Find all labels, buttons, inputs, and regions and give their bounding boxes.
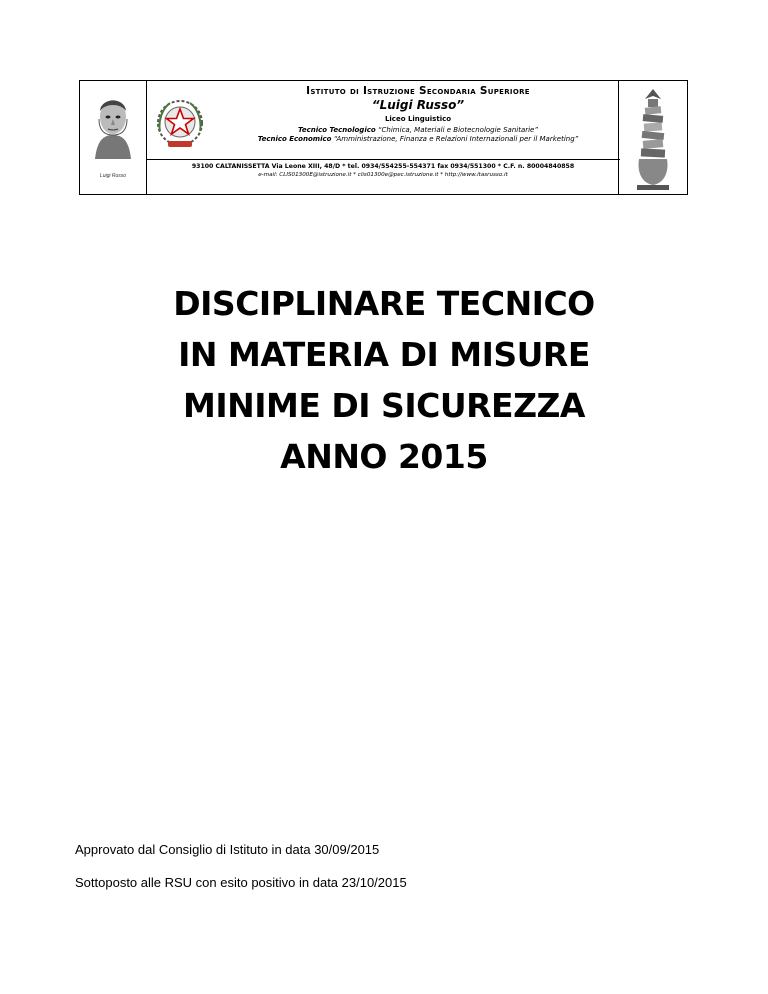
- portrait-image: [85, 89, 141, 159]
- school-heading: [216, 85, 620, 143]
- book-tower-sculpture-icon: [631, 87, 675, 191]
- contacts-line: e-mail: CLIS01300E@istruzione.it * clis01300e@pec.istruzione.it * http://www.itasrusso.it: [258, 172, 508, 178]
- tecnico-economico-desc: “Amministrazione, Finanza e Relazioni Internazionali per il Marketing”: [333, 135, 579, 143]
- letterhead-info: [146, 81, 620, 194]
- liceo-line: [216, 115, 620, 123]
- tecnico-tecnologico-label: Tecnico Tecnologico: [297, 126, 376, 134]
- letterhead-divider: [146, 159, 620, 160]
- title-line-4: ANNO 2015: [280, 437, 488, 476]
- italian-emblem-icon: [152, 95, 208, 153]
- address-block: [146, 163, 620, 178]
- rsu-note: Sottoposto alle RSU con esito positivo in data 23/10/2015: [75, 875, 407, 890]
- school-name: “Luigi Russo”: [371, 98, 465, 112]
- institute-name: Istituto di Istruzione Secondaria Superiore: [306, 85, 530, 97]
- title-line-3: MINIME DI SICUREZZA: [183, 386, 585, 425]
- tecnico-economico-label: Tecnico Economico: [257, 135, 332, 143]
- title-line-2: IN MATERIA DI MISURE: [178, 335, 590, 374]
- tecnico-tecnologico-line: [216, 126, 620, 134]
- letterhead: [79, 80, 688, 195]
- portrait-caption: Luigi Russo: [99, 173, 127, 179]
- liceo-label: Liceo Linguistico: [384, 115, 452, 123]
- tecnico-economico-line: [216, 135, 620, 143]
- approval-note: Approvato dal Consiglio di Istituto in data 30/09/2015: [75, 842, 380, 857]
- tecnico-tecnologico-desc: “Chimica, Materiali e Biotecnologie Sanitarie”: [377, 126, 538, 134]
- portrait-cell: [80, 81, 147, 194]
- address-line: 93100 CALTANISSETTA Via Leone XIII, 48/D * tel. 0934/554255-554371 fax 0934/551300 * C.F. n. 80004840858: [191, 163, 575, 170]
- document-title: [0, 278, 768, 482]
- sculpture-cell: [618, 81, 687, 194]
- title-line-1: DISCIPLINARE TECNICO: [173, 284, 595, 323]
